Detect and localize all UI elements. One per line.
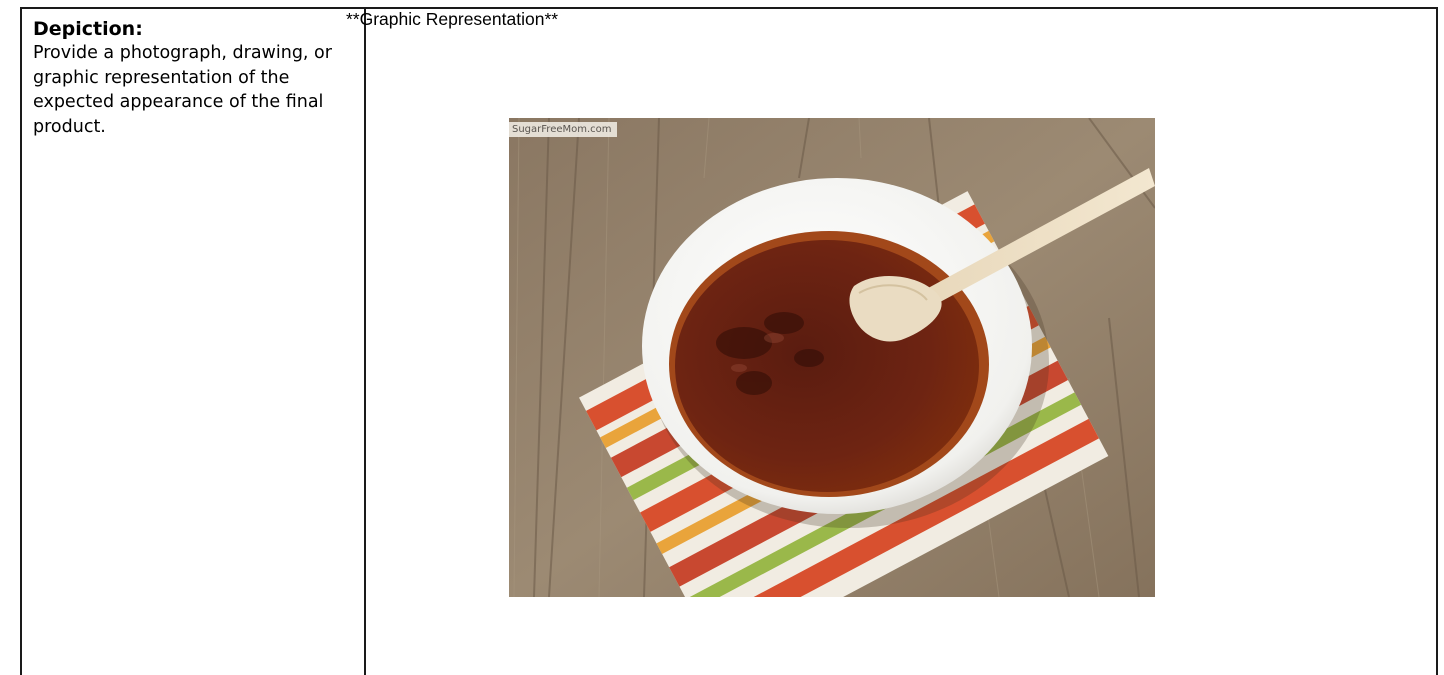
bbq-sauce-photo-graphic bbox=[509, 118, 1155, 597]
column-divider bbox=[364, 9, 366, 675]
photo-watermark: SugarFreeMom.com bbox=[509, 122, 617, 137]
depiction-instructions: Provide a photograph, drawing, or graphic representation of the expected appearance of the final product. bbox=[33, 43, 332, 137]
depiction-label-cell bbox=[33, 17, 353, 139]
depiction-heading: Depiction: bbox=[33, 18, 143, 40]
bbq-sauce-photo bbox=[509, 118, 1155, 597]
graphic-representation-heading: **Graphic Representation** bbox=[346, 9, 559, 29]
